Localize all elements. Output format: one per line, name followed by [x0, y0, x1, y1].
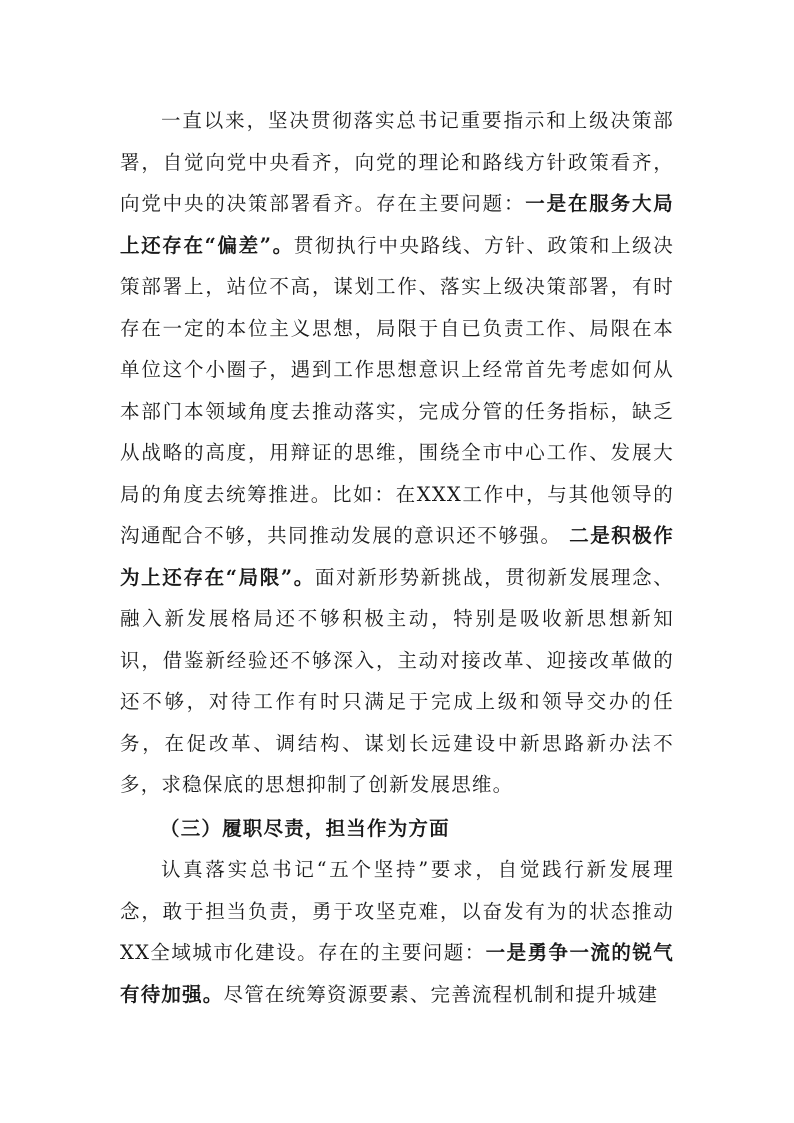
- paragraph-duty-performance: [120, 849, 674, 1015]
- paragraph1-point-one: 一是在服务大局上还存在“偏差”。: [120, 192, 674, 257]
- paragraph1-text-c: 面对新形势新挑战，贯彻新发展理念、融入新发展格局还不够积极主动，特别是吸收新思想新知识，借鉴新经验还不够深入，主动对接改革、迎接改革做的还不够，对待工作有时只满足于完成上级和领导交办的任务，在促改革、调结构、谋划长远建设中新思路新办法不多，求稳保底的思想抑制了创新发展思维。: [120, 565, 674, 796]
- paragraph2-text-b: 尽管在统筹资源要素、完善流程机制和提升城建: [223, 982, 659, 1006]
- paragraph-political-stance: [120, 100, 674, 806]
- paragraph1-text-b: 贯彻执行中央路线、方针、政策和上级决策部署上，站位不高，谋划工作、落实上级决策部署，有时存在一定的本位主义思想，局限于自已负责工作、局限在本单位这个小圈子，遇到工作思想意识上经常首先考虑如何从本部门本领域角度去推动落实，完成分管的任务指标，缺乏从战略的高度，用辩证的思维，围绕全市中心工作、发展大局的角度去统筹推进。比如：在XXX工作中，与其他领导的沟通配合不够，共同推动发展的意识还不够强。: [120, 233, 675, 547]
- paragraph2-point-one: 一是勇争一流的锐气有待加强。: [120, 941, 674, 1006]
- paragraph2-text-a: 认真落实总书记“五个坚持”要求，自觉践行新发展理念，敢于担当负责，勇于攻坚克难，以奋发有为的状态推动XX全域城市化建设。存在的主要问题：: [120, 858, 674, 964]
- paragraph1-text-a: 一直以来，坚决贯彻落实总书记重要指示和上级决策部署，自觉向党中央看齐，向党的理论和路线方针政策看齐，向党中央的决策部署看齐。存在主要问题：: [120, 109, 674, 215]
- section-heading-3: （三）履职尽责，担当作为方面: [160, 816, 450, 840]
- paragraph1-point-two: 二是积极作为上还存在“局限”。: [120, 524, 674, 589]
